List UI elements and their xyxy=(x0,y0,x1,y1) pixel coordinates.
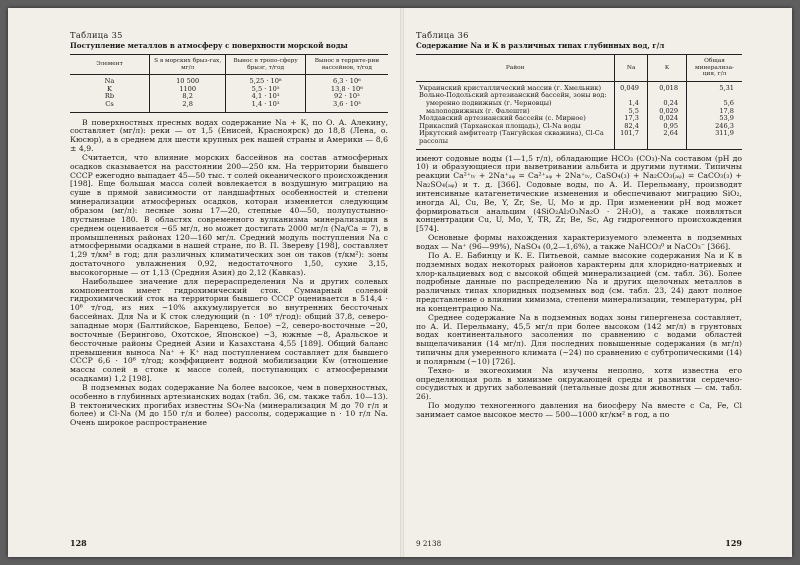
right-page xyxy=(416,28,742,548)
page-number: 128 xyxy=(70,538,87,548)
table-cell: умеренно подвижных (г. Черновцы) xyxy=(426,98,552,107)
table-cell: 0,018 xyxy=(647,81,686,92)
body-paragraph: По А. Е. Бабинцу и К. Е. Питьевой, самые высокие содержания Na и K в подземных водах некоторых районов характерны для хлоридно-натриевых и хлор-кальциевых вод с высокой общей минерализацией (см. табл. 36). Более подробные данные по распределению Na и других щелочных металлов в различных типах хлоридных подземных вод (см. табл. 23, 24) дают полное представление о влиянии химизма, степени минерализации, температуры, pH на концентрацию Na. xyxy=(416,250,742,313)
column-header: Вынос в тропо-сферу брызг, т/год xyxy=(226,55,306,75)
book-spread xyxy=(8,8,792,557)
table-cell: 10 500 xyxy=(150,75,226,86)
table-cell: Rb xyxy=(104,92,115,101)
body-paragraph: имеют содовые воды (1—1,5 г/л), обладающие HCO₃ (CO₃)-Na составом (pH до 10) и образующиеся при выветривании альбита и другими путями. Типичны реакции Ca²⁺ₜᵥ + 2Na⁺ₐᵩ = Ca²⁺ₐᵩ + 2Na⁺ₜᵥ, CaSO₄(₃) + Na₂CO₃(ₐᵩ) = CaCO₃(₃) + Na₂SO₄(ₐᵩ) и т. д. [366]. Содовые воды, по А. И. Перельману, производят интенсивные катагенетические изменения и обеспечивают миграцию SiO₂, иногда Al, Cu, Be, Y, Zr, Se, U, Mo и др. При изменении pH вод может формироваться анальцим (4SiO₂Al₂O₃Na₂O · 2H₂O), а также появляться концентрации Cu, U, Mo, Y, TR, Zr, Be, Sc, Ag гидрогенного происхождения [574]. xyxy=(416,153,742,234)
table-cell: 3,6 · 10³ xyxy=(305,101,388,112)
left-page xyxy=(70,28,388,548)
table-35-caption: Таблица 35 xyxy=(70,30,123,40)
body-paragraph: Наибольшее значение для перераспределения Na и других солевых компонентов имеет гидрохимический сток. Суммарный солевой гидрохимический сток на территории бывшего СССР оценивается в 514,4 · 10⁶ т/год, из них ~10% аккумулируется во внутренних бессточных бассейнах. Для Na и K сток следующий (n · 10⁶ т/год): общий 37,8, северо-западные моря (Балтийское, Баренцево, Белое) ~2, северо-восточные ~20, восточные (Берингово, Охотское, Японское) ~3, южные ~8, Аральское и бессточные районы Средней Азии и Казахстана 4,55 [189]. Общий баланс превышения выноса Na⁺ + K⁺ над поступлением составляет для бывшего СССР 6,6 · 10⁶ т/год; коэффициент водной мобилизации Kw (отношение массы солей в стоке к массе солей, поступающих с атмосферными осадками) 1,2 [198]. xyxy=(70,276,388,384)
table-35 xyxy=(70,54,388,113)
table-cell: 0,24 xyxy=(647,100,686,108)
body-paragraph: Среднее содержание Na в подземных водах зоны гипергенеза составляет, по А. И. Перельману, 45,5 мг/л при более высоком (142 мг/л) в грунтовых водах континентального засоления по сравнению с водами областей выщелачивания (14 мг/л). Для последних повышенные содержания (в мг/л) типичны для умеренного климата (~24) по сравнению с субтропическими (14) и полярным (~10) [726]. xyxy=(416,312,742,366)
table-cell: малоподвижных (г. Фалешти) xyxy=(426,106,530,115)
table-cell: 101,7 xyxy=(615,130,648,149)
table-cell: 17,8 xyxy=(687,108,742,116)
table-cell: 5,6 xyxy=(687,100,742,108)
body-paragraph: В подземных водах содержание Na более высокое, чем в поверхностных, особенно в глубинных артезианских водах (табл. 36, см. также табл. 10—13). В тектонических прогибах известны SO₄-Na (минерализация М до 70 г/л и более) и Cl-Na (М до 150 г/л и более) рассолы, содержащие n · 10 г/л Na. Очень широкое распространение xyxy=(70,382,388,428)
table-header-row xyxy=(70,55,388,75)
table-cell: 53,9 xyxy=(687,115,742,123)
table-cell: 17,3 xyxy=(615,115,648,123)
column-header: Общая минерализа-ция, г/л xyxy=(687,55,742,82)
table-cell: Cs xyxy=(70,101,150,112)
table-row xyxy=(70,101,388,112)
column-header: Район xyxy=(416,55,615,82)
page-number: 129 xyxy=(725,538,742,548)
table-cell: 13,8 · 10⁶ xyxy=(305,86,388,94)
body-paragraph: Техно- и экогеохимия Na изучены неполно, хотя известна его определяющая роль в химизме окружающей среды и развитии сердечно-сосудистых и других заболеваний (летальные дозы для животных — см. табл. 26). xyxy=(416,365,742,402)
table-cell: 311,9 xyxy=(687,130,742,149)
column-header: Элемент xyxy=(70,55,150,75)
table-cell: Na xyxy=(104,77,115,86)
table-cell: 8,2 xyxy=(150,93,226,101)
column-header: Вынос в террите-рии вассейнов, т/год xyxy=(305,55,388,75)
table-cell: 5,25 · 10⁸ xyxy=(226,75,306,86)
table-36 xyxy=(416,54,742,150)
table-cell: 246,3 xyxy=(687,123,742,131)
table-cell: Вольно-Подольский артезианский бассейн, зоны вод: xyxy=(419,91,607,100)
body-paragraph: Основные формы нахождения характеризуемого элемента в подземных водах — Na⁺ (96—99%), NaSO₄ (0,2—1,6%), а также NaHCO₃⁰ и NaCO₃⁻ [366]. xyxy=(416,233,742,251)
book-gutter xyxy=(400,8,404,557)
table-cell: 0,029 xyxy=(647,108,686,116)
column-header: Na xyxy=(615,55,648,82)
table-cell: 0,049 xyxy=(615,81,648,92)
printer-signature: 9 2138 xyxy=(416,539,442,548)
table-cell: Прикаспий (Тарханская площадь), Cl-Na воды xyxy=(419,121,581,130)
table-cell: 1100 xyxy=(150,86,226,94)
table-36-caption: Таблица 36 xyxy=(416,30,469,40)
table-36-title: Содержание Na и K в различных типах глубинных вод, г/л xyxy=(416,41,665,50)
table-cell: 0,95 xyxy=(647,123,686,131)
table-cell: 5,5 · 10⁵ xyxy=(226,86,306,94)
body-paragraph: По модулю техногенного давления на биосферу Na вместе с Ca, Fe, Cl занимает самое высокое место — 500—1000 кг/км² в год, а по xyxy=(416,401,742,419)
table-cell: Молдавский артезианский бассейн (с. Мирное) xyxy=(419,114,586,123)
table-cell: K xyxy=(107,84,112,93)
table-cell: 5,31 xyxy=(687,81,742,92)
table-cell: 4,1 · 10³ xyxy=(226,93,306,101)
table-35-title: Поступление металлов в атмосферу с поверхности морской воды xyxy=(70,41,348,50)
table-cell: 2,8 xyxy=(150,101,226,112)
table-row xyxy=(416,130,742,149)
column-header: S в морских брыз-гах, мг/л xyxy=(150,55,226,75)
table-cell: Украинский кристаллический массив (г. Хмельник) xyxy=(419,83,602,92)
table-cell: 2,64 xyxy=(647,130,686,149)
table-cell: 92 · 10³ xyxy=(305,93,388,101)
table-cell: Иркутский амфитеатр (Тангуйская скважина), Cl-Ca рассолы xyxy=(416,130,615,149)
table-cell: 1,4 xyxy=(615,100,648,108)
body-paragraph: Считается, что влияние морских бассейнов на состав атмосферных осадков сказывается на расстоянии 200—250 км. На территории бывшего СССР ежегодно выпадает 45—50 тыс. т солей океанического происхождения [198]. Еще большая масса солей вовлекается в воздушную миграцию на суше в прямой зависимости от ландшафтных особенностей и степени минерализации атмосферных осадков, которая изменяется следующим образом (мг/л): лесные зоны 17—20, степные 40—50, полупустынно-пустынные 180. В областях современного вулканизма минерализация в среднем оценивается ~65 мг/л, но может достигать 2000 мг/л (Na/Ca = 7), в промышленных районах 120—160 мг/л. Средний модуль поступления Na с атмосферными осадками в нашей стране, по В. П. Звереву [198], составляет 1,29 т/км² в год; для различных климатических зон он таков (т/км²): зоны достаточного увлажнения 0,92, недостаточного 1,50, сухие 3,15, высокогорные — от 1,13 (Средняя Азия) до 2,12 (Кавказ). xyxy=(70,152,388,277)
table-cell: 5,5 xyxy=(615,108,648,116)
body-paragraph: В поверхностных пресных водах содержание Na + K, по О. А. Алекину, составляет (мг/л): реки — от 1,5 (Енисей, Красноярск) до 18,8 (Лена, о. Кюсюр), а в среднем для шести крупных рек нашей страны и Америки — 8,6 ± 4,9. xyxy=(70,117,388,154)
table-cell: 6,3 · 10⁶ xyxy=(305,75,388,86)
table-cell: 1,4 · 10³ xyxy=(226,101,306,112)
table-header-row xyxy=(416,55,742,82)
table-cell: 82,4 xyxy=(615,123,648,131)
table-cell: 0,024 xyxy=(647,115,686,123)
column-header: K xyxy=(647,55,686,82)
